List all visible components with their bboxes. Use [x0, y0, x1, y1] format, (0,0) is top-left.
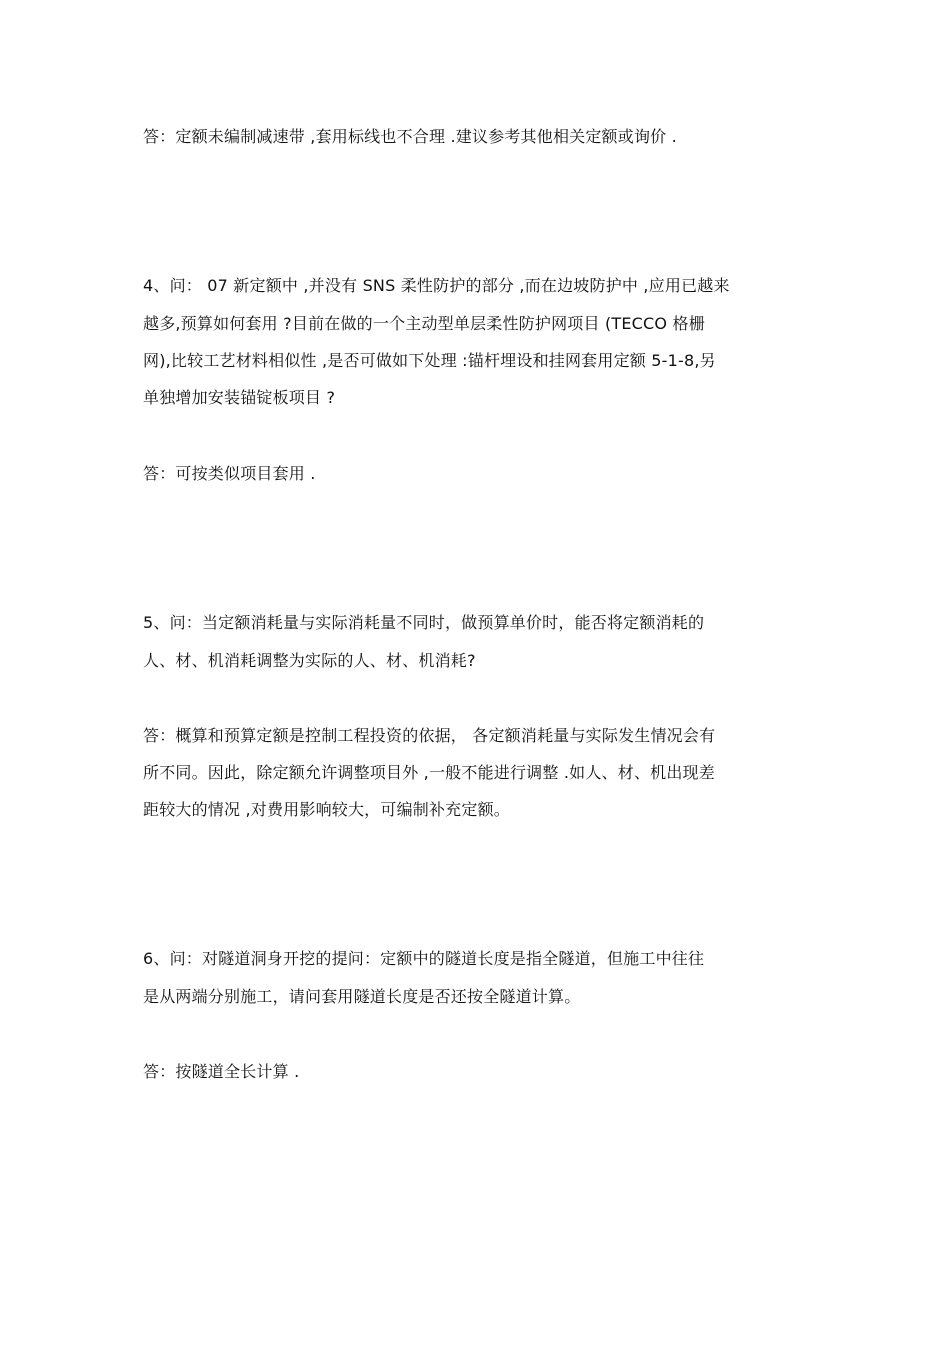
answer-4-line-1: 答：可按类似项目套用 . — [143, 464, 316, 483]
question-4-line-1: 4、问： 07 新定额中 ,并没有 SNS 柔性防护的部分 ,而在边坡防护中 ,应用已越来 — [143, 276, 730, 295]
answer-5-line-2: 所不同。因此，除定额允许调整项目外 ,一般不能进行调整 .如人、材、机出现差 — [143, 763, 715, 782]
question-4-line-4: 单独增加安装锚锭板项目 ? — [143, 388, 336, 407]
answer-3-line-1: 答：定额未编制减速带 ,套用标线也不合理 .建议参考其他相关定额或询价 . — [143, 127, 677, 146]
answer-5-line-1: 答：概算和预算定额是控制工程投资的依据， 各定额消耗量与实际发生情况会有 — [143, 726, 716, 745]
question-5-line-2: 人、材、机消耗调整为实际的人、材、机消耗? — [143, 651, 476, 670]
answer-5-line-3: 距较大的情况 ,对费用影响较大，可编制补充定额。 — [143, 800, 510, 819]
question-4-line-2: 越多,预算如何套用 ?目前在做的一个主动型单层柔性防护网项目 (TECCO 格栅 — [143, 314, 705, 333]
question-6-line-1: 6、问：对隧道洞身开挖的提问：定额中的隧道长度是指全隧道，但施工中往往 — [143, 949, 705, 968]
answer-6-line-1: 答：按隧道全长计算 . — [143, 1062, 300, 1081]
question-4-line-3: 网),比较工艺材料相似性 ,是否可做如下处理 :锚杆埋设和挂网套用定额 5-1-8,另 — [143, 351, 716, 370]
question-6-line-2: 是从两端分别施工，请问套用隧道长度是否还按全隧道计算。 — [143, 987, 581, 1006]
question-5-line-1: 5、问：当定额消耗量与实际消耗量不同时，做预算单价时，能否将定额消耗的 — [143, 613, 705, 632]
